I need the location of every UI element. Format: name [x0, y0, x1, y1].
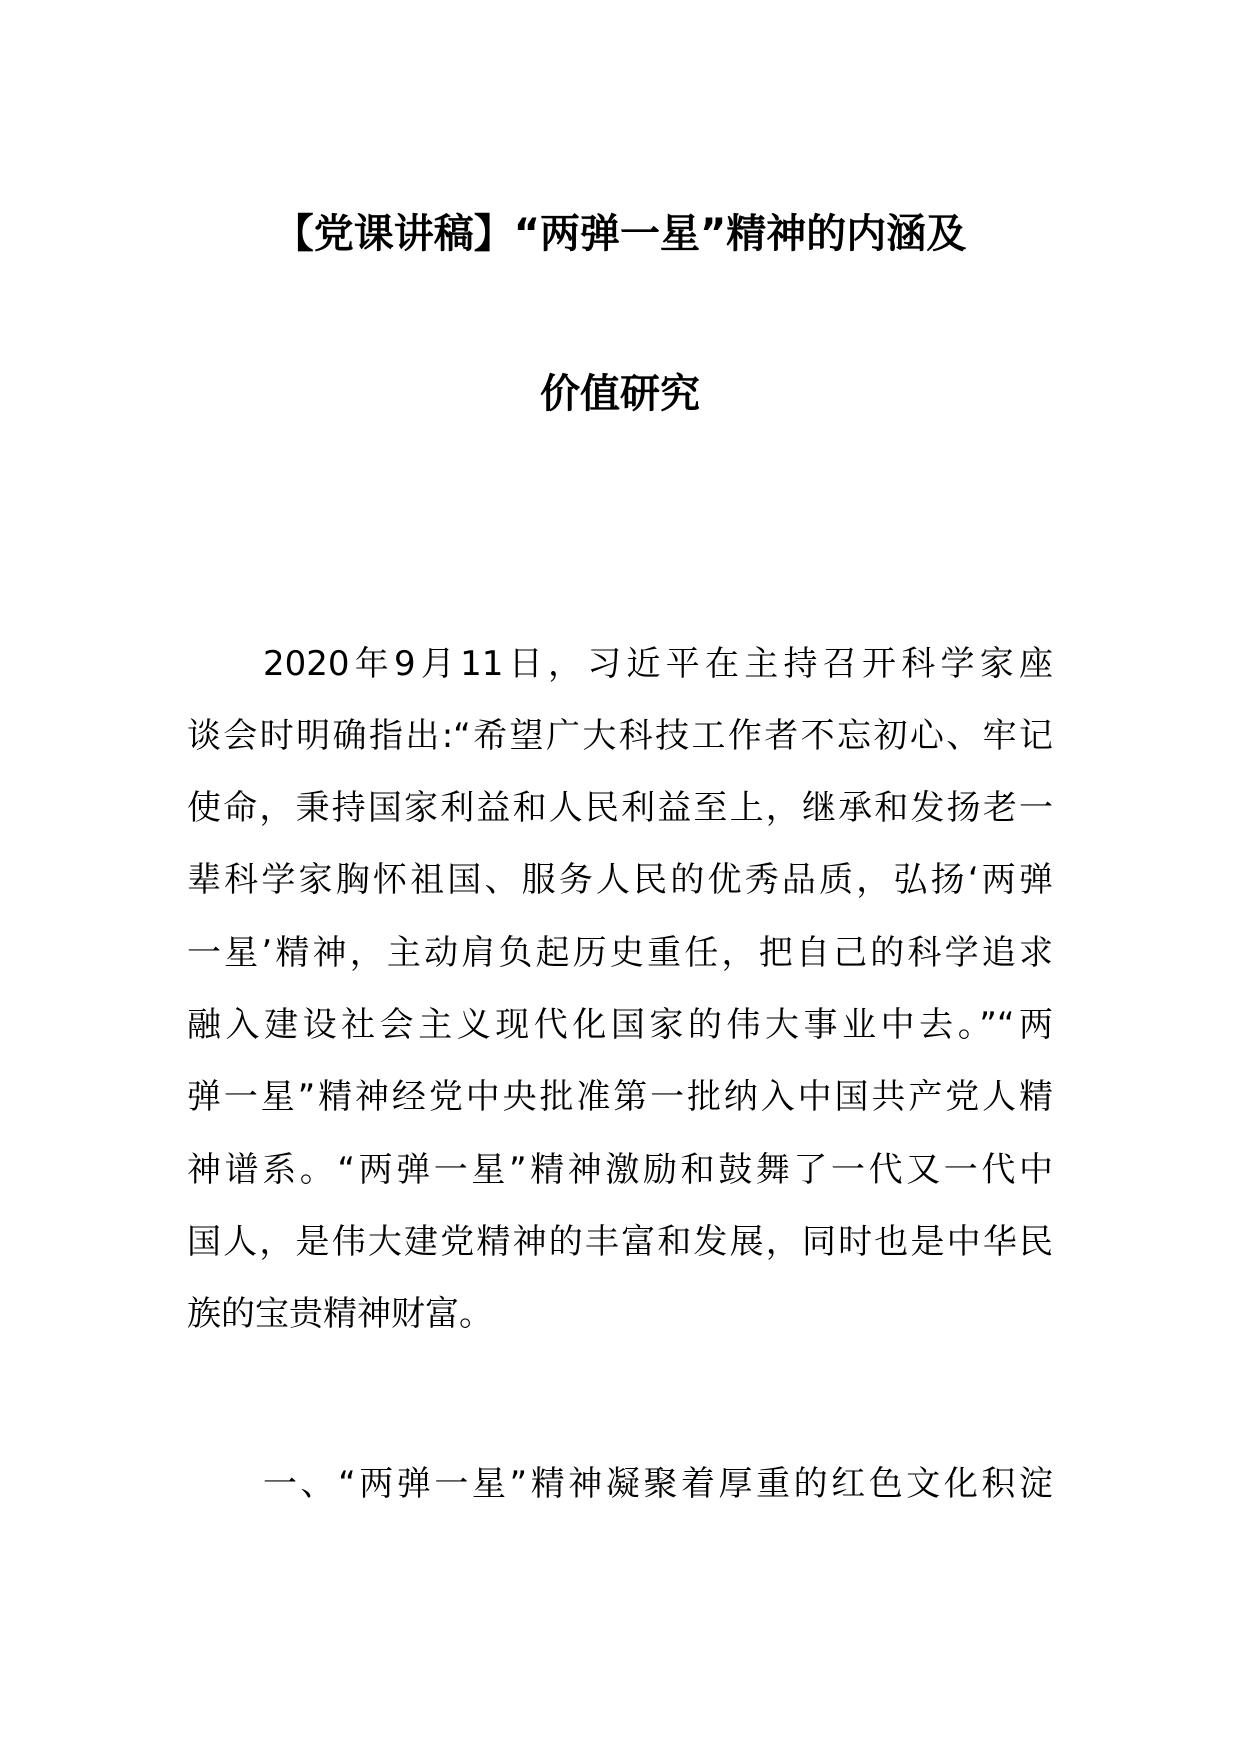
- document-title-line-2: 价值研究: [540, 371, 700, 417]
- paragraph-line: 谈会时明确指出:“希望广大科技工作者不忘初心、牢记: [187, 716, 1053, 756]
- paragraph-line: 使命，秉持国家利益和人民利益至上，继承和发扬老一: [187, 788, 1053, 828]
- paragraph-line: 辈科学家胸怀祖国、服务人民的优秀品质，弘扬‘两弹: [187, 860, 1053, 900]
- document-title-line-1: 【党课讲稿】“两弹一星”精神的内涵及: [273, 211, 967, 257]
- paragraph-line: 国人，是伟大建党精神的丰富和发展，同时也是中华民: [187, 1222, 1053, 1262]
- paragraph-line: 一星’精神，主动肩负起历史重任，把自己的科学追求: [187, 933, 1053, 973]
- paragraph-line: 弹一星”精神经党中央批准第一批纳入中国共产党人精: [187, 1077, 1053, 1117]
- paragraph-line: 2020年9月11日，习近平在主持召开科学家座: [263, 644, 1053, 684]
- section-heading: 一、“两弹一星”精神凝聚着厚重的红色文化积淀: [263, 1464, 1053, 1504]
- paragraph-line: 神谱系。“两弹一星”精神激励和鼓舞了一代又一代中: [187, 1150, 1053, 1190]
- paragraph-line: 族的宝贵精神财富。: [187, 1294, 493, 1334]
- paragraph-line: 融入建设社会主义现代化国家的伟大事业中去。”“两: [187, 1005, 1053, 1045]
